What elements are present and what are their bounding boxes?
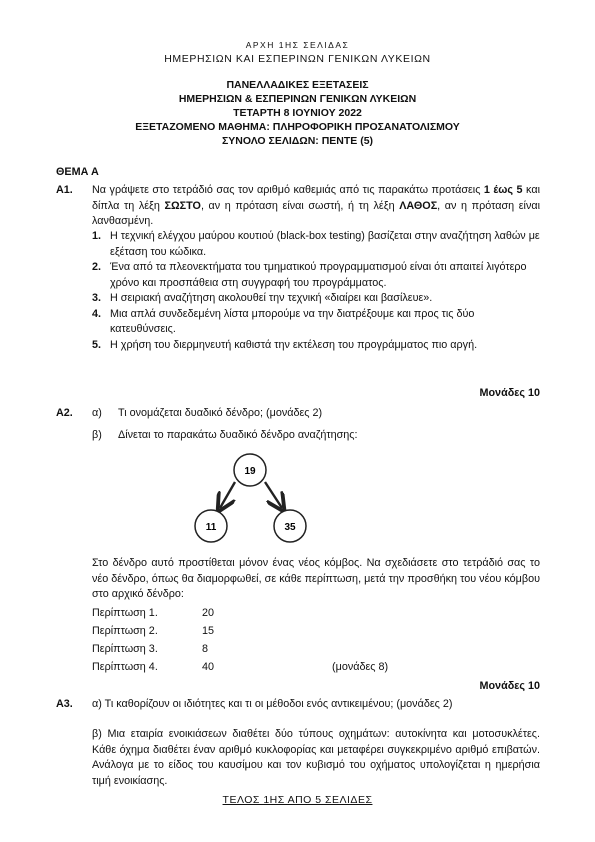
a1-statement: 5. Η χρήση του διερμηνευτή καθιστά την εκτέλεση του προγράμματος πιο αργή. — [92, 338, 478, 351]
question-a3-label: Α3. — [56, 698, 73, 710]
exam-title: ΠΑΝΕΛΛΑΔΙΚΕΣ ΕΞΕΤΑΣΕΙΣ — [226, 79, 369, 91]
tree-node-left-label: 11 — [205, 522, 217, 533]
case-row: Περίπτωση 3. 8 — [92, 643, 209, 655]
a2-description: Στο δένδρο αυτό προστίθεται μόνον ένας νέος κόμβος. Να σχεδιάσετε στο τετράδιό σας το νέο δένδρο, όπως θα διαμορφωθεί, σε κάθε περίπτωση, μετά την προσθήκη του νέου κόμβου στο αρχικό δένδρο: — [92, 557, 540, 600]
a1-marks: Μονάδες 10 — [479, 387, 540, 399]
exam-date: ΤΕΤΑΡΤΗ 8 ΙΟΥΝΙΟΥ 2022 — [233, 107, 362, 119]
section-title: ΘΕΜΑ Α — [56, 166, 99, 178]
a1-statement: 2. Ένα από τα πλεονεκτήματα του τμηματικού προγραμματισμού είναι ότι απαιτεί λιγότερο χρόνο και προσπάθεια στη συγγραφή του προγράμματος. — [92, 261, 527, 289]
a2-marks: Μονάδες 10 — [479, 680, 540, 692]
question-a2-label: Α2. — [56, 407, 73, 419]
a2-alpha-label: α) — [92, 407, 102, 419]
a3-alpha-text: α) Τι καθορίζουν οι ιδιότητες και τι οι μέθοδοι ενός αντικειμένου; (μονάδες 2) — [92, 698, 453, 710]
tree-node-root-label: 19 — [244, 466, 256, 477]
question-a1-intro: Να γράψετε στο τετράδιό σας τον αριθμό καθεμιάς από τις παρακάτω προτάσεις 1 έως 5 και δίπλα τη λέξη ΣΩΣΤΟ, αν η πρόταση είναι σωστή, ή τη λέξη ΛΑΘΟΣ, αν η πρόταση είναι λανθασμένη. — [92, 184, 540, 227]
tree-node-right-label: 35 — [284, 522, 296, 533]
tree-edge-left — [220, 482, 235, 508]
case-row: Περίπτωση 1. 20 — [92, 607, 215, 619]
a1-statement: 3. Η σειριακή αναζήτηση ακολουθεί την τεχνική «διαίρει και βασίλευε». — [92, 292, 433, 304]
school-type-line: ΗΜΕΡΗΣΙΩΝ ΚΑΙ ΕΣΠΕΡΙΝΩΝ ΓΕΝΙΚΩΝ ΛΥΚΕΙΩΝ — [164, 53, 431, 65]
a2-cases — [92, 604, 388, 676]
a2-beta-label: β) — [92, 429, 102, 441]
a2-alpha-text: Τι ονομάζεται δυαδικό δένδρο; (μονάδες 2) — [118, 407, 323, 419]
page-indicator: ΑΡΧΗ 1ΗΣ ΣΕΛΙΔΑΣ — [245, 40, 350, 50]
a1-statement-list — [92, 229, 540, 353]
case-row: Περίπτωση 2. 15 — [92, 625, 215, 637]
a2-beta-text: Δίνεται το παρακάτω δυαδικό δένδρο αναζήτησης: — [118, 429, 358, 441]
a1-statement: 1. Η τεχνική ελέγχου μαύρου κουτιού (black-box testing) βασίζεται στην αναζήτηση λαθών με εξέταση του κώδικα. — [92, 230, 540, 258]
exam-subtitle: ΗΜΕΡΗΣΙΩΝ & ΕΣΠΕΡΙΝΩΝ ΓΕΝΙΚΩΝ ΛΥΚΕΙΩΝ — [178, 93, 417, 105]
case-row: Περίπτωση 4. 40 (μονάδες 8) — [92, 661, 389, 673]
question-a1-label: Α1. — [56, 184, 73, 196]
a1-statement: 4. Μια απλά συνδεδεμένη λίστα μπορούμε να την διατρέξουμε και προς τις δύο κατευθύνσεις. — [92, 307, 475, 335]
page-footer: ΤΕΛΟΣ 1ΗΣ ΑΠΟ 5 ΣΕΛΙΔΕΣ — [222, 794, 373, 806]
exam-subject: ΕΞΕΤΑΖΟΜΕΝΟ ΜΑΘΗΜΑ: ΠΛΗΡΟΦΟΡΙΚΗ ΠΡΟΣΑΝΑΤΟΛΙΣΜΟΥ — [135, 121, 460, 133]
tree-edge-right — [265, 482, 282, 508]
binary-search-tree-diagram — [180, 450, 330, 555]
a3-beta-text: β) Μια εταιρία ενοικιάσεων διαθέτει δύο τύπους οχημάτων: αυτοκίνητα και μοτοσυκλέτες. Κάθε όχημα διαθέτει έναν αριθμό κυκλοφορίας και μεταφέρει συγκεκριμένο αριθμό επιβατών. Ανάλογα με το είδος του καυσίμου και τον κυβισμό του οχήματος υπολογίζεται η ημερήσια τιμή ενοικίασης. — [92, 728, 540, 787]
page-count: ΣΥΝΟΛΟ ΣΕΛΙΔΩΝ: ΠΕΝΤΕ (5) — [221, 135, 374, 147]
